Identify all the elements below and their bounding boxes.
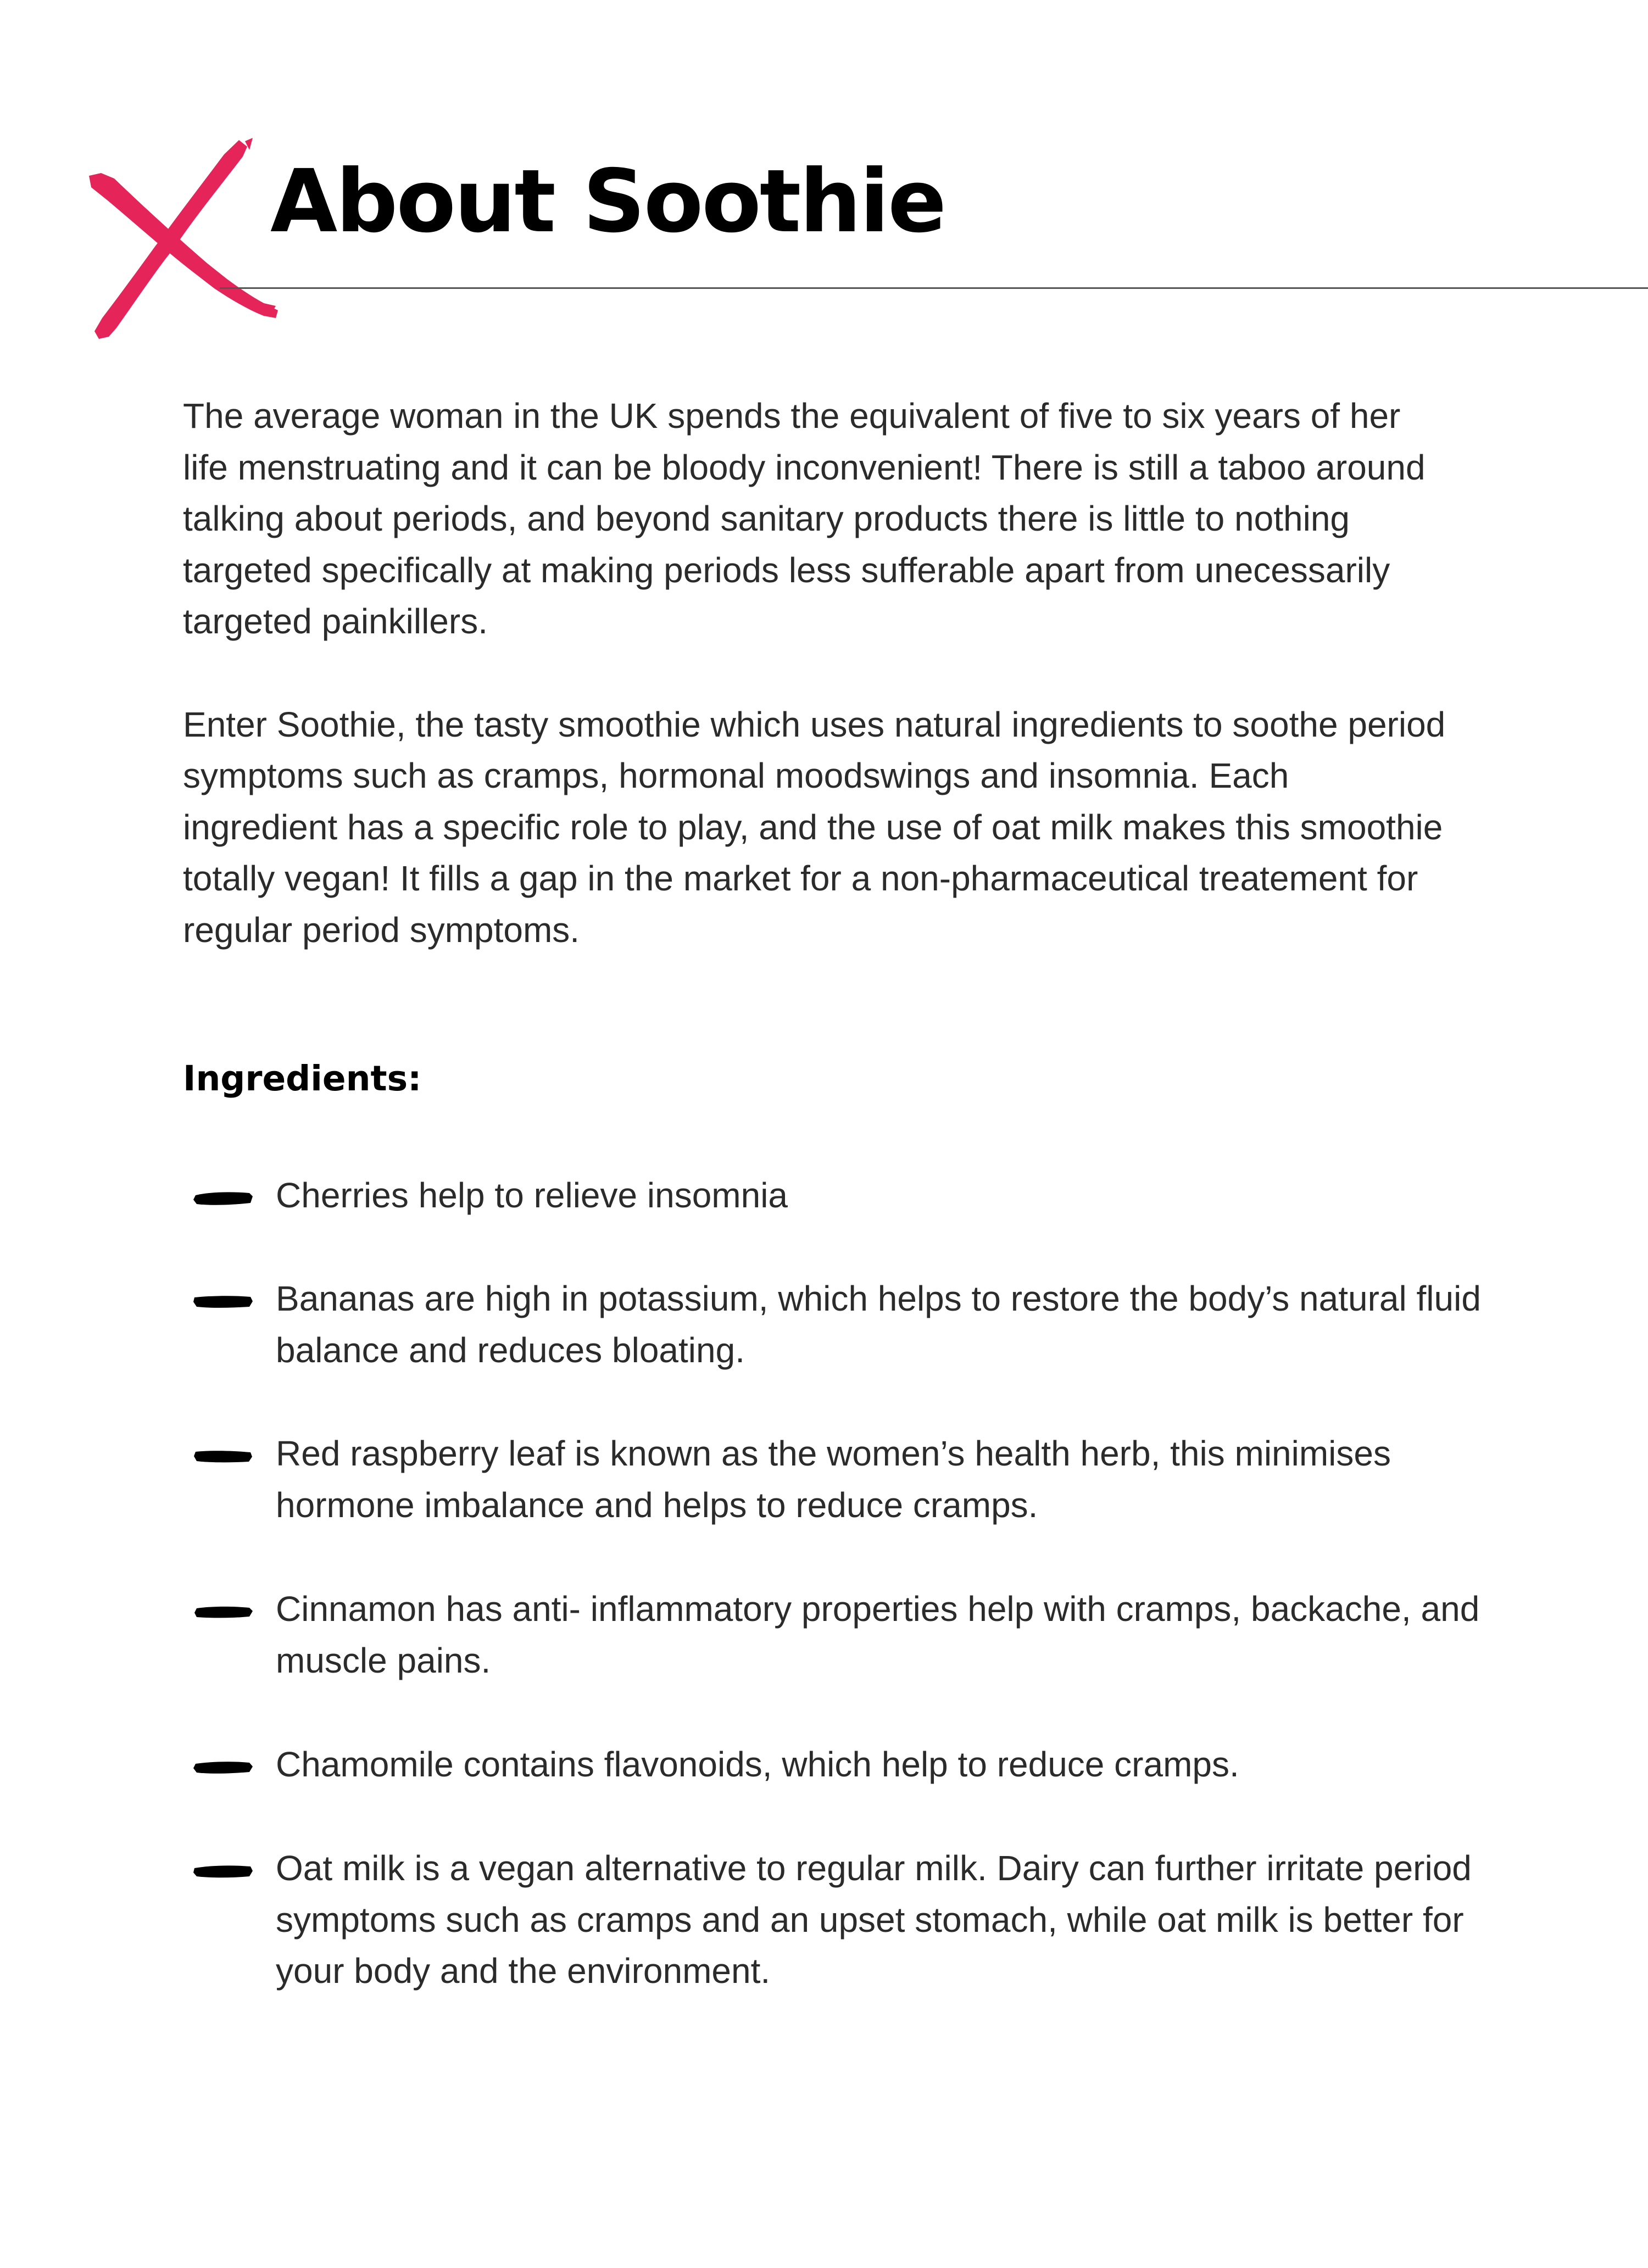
page-title: About Soothie [270, 151, 945, 252]
brush-stroke-bullet-icon [192, 1862, 254, 1880]
ingredient-text: Cherries help to relieve insomnia [276, 1175, 788, 1215]
ingredient-text: Bananas are high in potassium, which helps to restore the body’s natural fluid balance and reduces bloating. [276, 1279, 1481, 1370]
title-divider [220, 287, 1648, 289]
ingredient-text: Chamomile contains flavonoids, which help to reduce cramps. [276, 1745, 1239, 1784]
intro-paragraph: Enter Soothie, the tasty smoothie which uses natural ingredients to soothe period symptoms such as cramps, hormonal moodswings and insomnia. Each ingredient has a specific role to play, and the use of oat milk makes this smoothie totally vegan! It fills a gap in the market for a non-pharmaceutical treatement for regular period symptoms. [183, 704, 1446, 950]
brush-stroke-bullet-icon [192, 1447, 254, 1465]
ingredient-text: Cinnamon has anti- inflammatory properties help with cramps, backache, and muscle pains. [276, 1589, 1480, 1680]
ingredients-heading: Ingredients: [183, 1058, 422, 1099]
ingredient-text: Oat milk is a vegan alternative to regular milk. Dairy can further irritate period symptoms such as cramps and an upset stomach, while oat milk is better for your body and the environment. [276, 1848, 1472, 1991]
brush-stroke-bullet-icon [192, 1602, 254, 1621]
intro-paragraph: The average woman in the UK spends the equivalent of five to six years of her life menstruating and it can be bloody inconvenient! There is still a taboo around talking about periods, and beyond sanitary products there is little to nothing targeted specifically at making periods less sufferable apart from unecessarily targeted painkillers. [183, 396, 1426, 641]
brush-stroke-bullet-icon [192, 1189, 254, 1207]
intro-section [183, 391, 1446, 1007]
brush-stroke-bullet-icon [192, 1292, 254, 1311]
x-mark-icon [82, 135, 291, 343]
brush-stroke-bullet-icon [192, 1758, 254, 1776]
ingredient-text: Red raspberry leaf is known as the women’s health herb, this minimises hormone imbalance and helps to reduce cramps. [276, 1434, 1391, 1525]
